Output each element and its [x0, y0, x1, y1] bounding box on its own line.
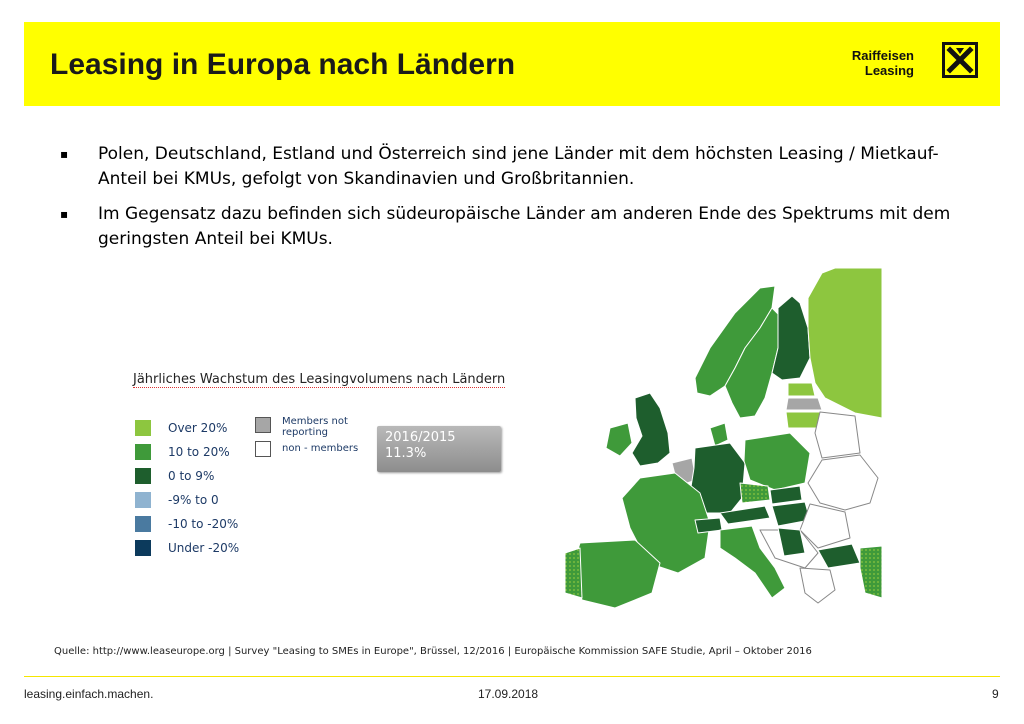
map-lithuania — [786, 412, 820, 428]
map-greece — [800, 568, 835, 603]
bullet-item — [60, 202, 980, 252]
map-turkey — [860, 546, 882, 598]
map-czech — [740, 483, 770, 503]
map-ukraine — [808, 455, 878, 510]
map-poland — [744, 433, 810, 490]
map-denmark — [710, 423, 728, 446]
legend-label: Members not reporting — [282, 416, 348, 438]
header-band — [24, 22, 1000, 106]
bullet-mark: ▪ — [60, 207, 69, 221]
legend-swatch-over-20 — [135, 420, 151, 436]
page-title: Leasing in Europa nach Ländern — [50, 48, 516, 81]
legend-swatch-minus10-20 — [135, 516, 151, 532]
legend-label: -10 to -20% — [168, 517, 239, 531]
logo-line-1: Raiffeisen — [851, 48, 914, 63]
footer-date: 17.09.2018 — [478, 687, 539, 701]
badge-value: 11.3% — [385, 446, 427, 461]
logo-text — [852, 48, 914, 78]
logo-line-2: Leasing — [864, 63, 914, 78]
bullet-text: Im Gegensatz dazu befinden sich südeuropäische Länder am anderen Ende des Spektrums mit dem geringsten Anteil bei KMUs. — [98, 204, 951, 249]
europe-map — [560, 268, 882, 608]
legend-label: non - members — [282, 443, 359, 454]
page-number: 9 — [992, 687, 999, 701]
bullet-list — [60, 142, 980, 262]
legend-label: 0 to 9% — [168, 469, 215, 483]
bullet-mark: ▪ — [60, 147, 69, 161]
legend-label: Over 20% — [168, 421, 228, 435]
map-russia-west — [808, 268, 882, 418]
footer-slogan: leasing.einfach.machen. — [24, 687, 154, 701]
raiffeisen-gable-cross-icon — [942, 42, 978, 78]
legend-title — [133, 372, 505, 387]
map-bulgaria — [818, 544, 860, 568]
map-latvia — [786, 398, 822, 410]
map-portugal — [565, 548, 582, 598]
legend-swatch-0-9 — [135, 468, 151, 484]
legend-swatch-not-reporting — [255, 417, 271, 433]
map-belarus — [815, 412, 860, 458]
map-switzerland — [695, 518, 722, 533]
source-note: Quelle: http://www.leaseurope.org | Survey "Leasing to SMEs in Europe", Brüssel, 12/2016 | Europäische Kommission SAFE Studie, April – Oktober 2016 — [54, 646, 812, 657]
legend-label: -9% to 0 — [168, 493, 219, 507]
map-estonia — [788, 383, 815, 396]
bullet-item — [60, 142, 980, 192]
map-spain — [572, 540, 660, 608]
badge-period: 2016/2015 — [385, 430, 456, 445]
legend-title-text: Jährliches Wachstum des Leasingvolumens nach Ländern — [133, 372, 506, 387]
bullet-text: Polen, Deutschland, Estland und Österreich sind jene Länder mit dem höchsten Leasing / Mietkauf-Anteil bei KMUs, gefolgt von Skandinavien und Großbritannien. — [98, 144, 939, 189]
map-ireland — [606, 423, 632, 456]
growth-badge — [377, 426, 501, 472]
legend-swatch-under-minus20 — [135, 540, 151, 556]
legend-label: Under -20% — [168, 541, 240, 555]
map-finland — [772, 296, 810, 380]
footer-divider — [24, 676, 1000, 677]
legend-label: 10 to 20% — [168, 445, 230, 459]
legend-swatch-non-members — [255, 441, 271, 457]
map-uk — [632, 393, 670, 466]
legend-swatch-minus9-0 — [135, 492, 151, 508]
legend-swatch-10-20 — [135, 444, 151, 460]
